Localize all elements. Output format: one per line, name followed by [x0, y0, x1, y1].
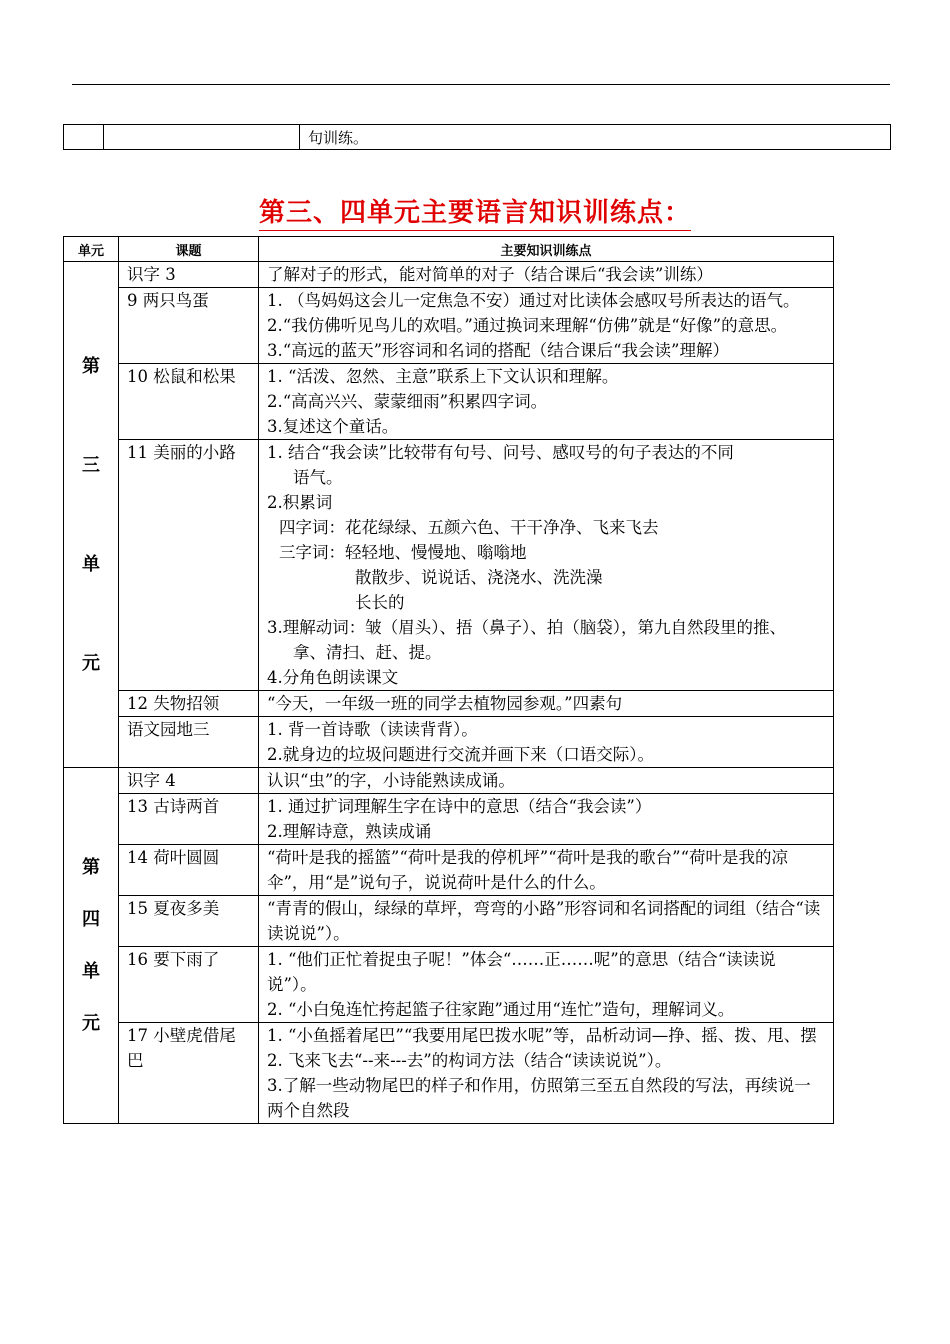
- points-cell: [259, 768, 834, 794]
- unit3-label-char: 单: [82, 553, 100, 575]
- lesson-cell: 13 古诗两首: [119, 794, 259, 845]
- point-line: 拿、清扫、赶、提。: [293, 643, 442, 662]
- unit4-label-char: 第: [82, 857, 100, 878]
- lesson-cell: 语文园地三: [119, 717, 259, 768]
- unit3-section: [64, 262, 834, 768]
- table-header-row: [64, 237, 834, 262]
- points-cell: [259, 896, 834, 947]
- point-line: 3.复述这个童话。: [267, 417, 399, 436]
- table-row: [64, 768, 834, 794]
- point-line: 2. “小白兔连忙挎起篮子往家跑”通过用“连忙”造句，理解词义。: [267, 1000, 735, 1019]
- header-lesson: 课题: [119, 237, 259, 262]
- unit4-label-char: 元: [82, 1013, 100, 1034]
- point-line: 认识“虫”的字，小诗能熟读成诵。: [267, 771, 515, 790]
- table-row: [64, 364, 834, 440]
- point-line: 3.理解动词：皱（眉头）、捂（鼻子）、拍（脑袋），第九自然段里的推、: [267, 618, 786, 637]
- table-row: [64, 1023, 834, 1124]
- table-cell: [64, 125, 104, 150]
- lesson-cell: 11 美丽的小路: [119, 440, 259, 691]
- lesson-cell: 识字 4: [119, 768, 259, 794]
- lesson-cell: 识字 3: [119, 262, 259, 288]
- point-line: 2.积累词: [267, 493, 333, 512]
- unit3-label-char: 元: [82, 652, 100, 674]
- points-cell: [259, 691, 834, 717]
- point-line: 1. “他们正忙着捉虫子呢！”体会“……正……呢”的意思（结合“读读说说”）。: [267, 950, 776, 994]
- point-line: 3.了解一些动物尾巴的样子和作用，仿照第三至五自然段的写法，再续说一两个自然段: [267, 1076, 811, 1120]
- lesson-cell: 15 夏夜多美: [119, 896, 259, 947]
- point-line: 3.“高远的蓝天”形容词和名词的搭配（结合课后“我会读”理解）: [267, 341, 729, 360]
- header-rule: [72, 84, 890, 85]
- lesson-cell: 17 小壁虎借尾巴: [119, 1023, 259, 1124]
- unit4-label-char: 四: [82, 909, 100, 930]
- lesson-cell: 9 两只鸟蛋: [119, 288, 259, 364]
- points-cell: [259, 364, 834, 440]
- point-line: 4.分角色朗读课文: [267, 668, 399, 687]
- point-line: 2.理解诗意，熟读成诵: [267, 822, 432, 841]
- table-row: [64, 125, 891, 150]
- knowledge-table: [63, 236, 834, 1124]
- table-row: [64, 717, 834, 768]
- table-row: [64, 794, 834, 845]
- table-row: [64, 845, 834, 896]
- point-line: “今天，一年级一班的同学去植物园参观。”四素句: [267, 694, 623, 713]
- point-line: 1. “活泼、忽然、主意”联系上下文认识和理解。: [267, 367, 619, 386]
- points-cell: [259, 1023, 834, 1124]
- lesson-cell: 12 失物招领: [119, 691, 259, 717]
- point-line: 三字词：轻轻地、慢慢地、嗡嗡地: [279, 543, 527, 562]
- point-line: “荷叶是我的摇篮”“荷叶是我的停机坪”“荷叶是我的歌台”“荷叶是我的凉伞”，用“是”说句子，说说荷叶是什么的什么。: [267, 848, 789, 892]
- unit4-label-char: 单: [82, 961, 100, 982]
- table-row: [64, 440, 834, 691]
- page-title: [0, 192, 950, 229]
- table-row: [64, 896, 834, 947]
- lesson-cell: 10 松鼠和松果: [119, 364, 259, 440]
- table-cell: [104, 125, 300, 150]
- point-line: 1. “小鱼摇着尾巴”“我要用尾巴拨水呢”等，品析动词—挣、摇、拨、甩、摆: [267, 1026, 817, 1045]
- point-line: 四字词：花花绿绿、五颜六色、干干净净、飞来飞去: [279, 518, 659, 537]
- point-line: 2. 飞来飞去“--来---去”的构词方法（结合“读读说说”）。: [267, 1051, 672, 1070]
- points-cell: [259, 288, 834, 364]
- point-line: 2.就身边的垃圾问题进行交流并画下来（口语交际）。: [267, 745, 654, 764]
- point-line: 语气。: [293, 468, 343, 487]
- point-line: 2.“高高兴兴、蒙蒙细雨”积累四字词。: [267, 392, 548, 411]
- point-line: 2.“我仿佛听见鸟儿的欢唱。”通过换词来理解“仿佛”就是“好像”的意思。: [267, 316, 788, 335]
- table-row: [64, 262, 834, 288]
- lesson-cell: 16 要下雨了: [119, 947, 259, 1023]
- points-cell: [259, 717, 834, 768]
- table-row: [64, 947, 834, 1023]
- table-cell: 句训练。: [300, 125, 891, 150]
- lesson-cell: 14 荷叶圆圆: [119, 845, 259, 896]
- unit4-section: [64, 768, 834, 1124]
- points-cell: [259, 845, 834, 896]
- table-row: [64, 691, 834, 717]
- unit4-label: [64, 768, 119, 1124]
- point-line: 1. 背一首诗歌（读读背背）。: [267, 720, 478, 739]
- unit3-label: [64, 262, 119, 768]
- point-line: “青青的假山，绿绿的草坪，弯弯的小路”形容词和名词搭配的词组（结合“读读说说”）。: [267, 899, 821, 943]
- unit3-label-char: 第: [82, 355, 100, 377]
- point-line: 1. （鸟妈妈这会儿一定焦急不安）通过对比读体会感叹号所表达的语气。: [267, 291, 800, 310]
- table-row: [64, 288, 834, 364]
- point-line: 散散步、说说话、浇浇水、洗洗澡: [355, 568, 603, 587]
- page-title-text: 第三、四单元主要语言知识训练点：: [259, 198, 691, 231]
- header-points: 主要知识训练点: [259, 237, 834, 262]
- header-unit: 单元: [64, 237, 119, 262]
- points-cell: [259, 947, 834, 1023]
- points-cell: [259, 794, 834, 845]
- points-cell: [259, 262, 834, 288]
- point-line: 长长的: [355, 593, 405, 612]
- points-cell: [259, 440, 834, 691]
- point-line: 1. 结合“我会读”比较带有句号、问号、感叹号的句子表达的不同: [267, 443, 734, 462]
- unit3-label-char: 三: [82, 454, 100, 476]
- point-line: 了解对子的形式，能对简单的对子（结合课后“我会读”训练）: [267, 265, 713, 284]
- previous-table-tail: [63, 124, 891, 150]
- point-line: 1. 通过扩词理解生字在诗中的意思（结合“我会读”）: [267, 797, 652, 816]
